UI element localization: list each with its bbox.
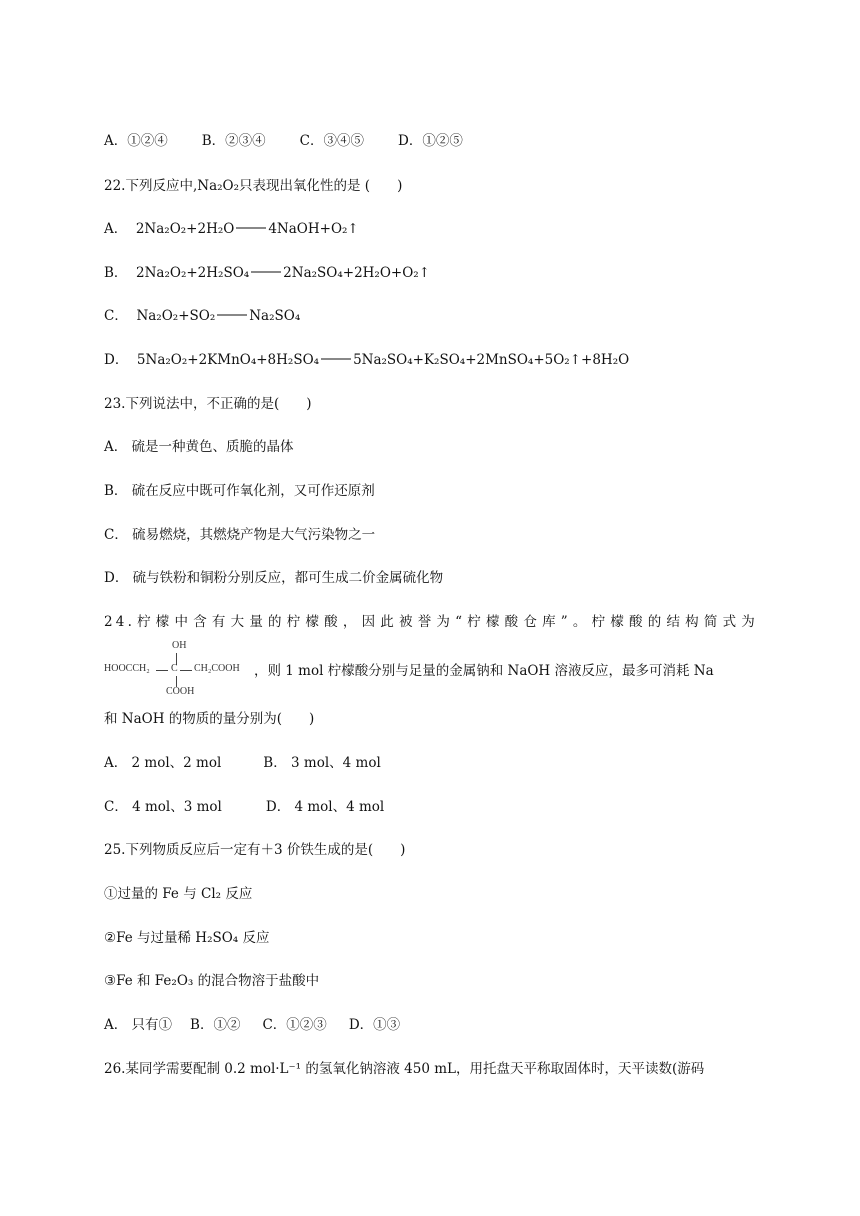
q22-stem: 22.下列反应中,Na₂O₂只表现出氧化性的是 ( ) [104, 178, 403, 194]
q22-option-d: D． 5Na₂O₂+2KMnO₄+8H₂SO₄ 5Na₂SO₄+K₂SO₄+2MnSO₄+5O₂↑+8H₂O [104, 352, 630, 368]
q24-options-row1 [104, 754, 381, 772]
q24-option-d: D． 4 mol、4 mol [265, 799, 385, 815]
structure-right-group: CH₂COOH [194, 663, 240, 674]
q23-option-b: B． 硫在反应中既可作氧化剂，又可作还原剂 [104, 483, 375, 499]
q21-option-a: A．①②④ [104, 133, 168, 149]
q24-stem-line1: 24.柠檬中含有大量的柠檬酸，因此被誉为“柠檬酸仓库”。柠檬酸的结构简式为 [104, 614, 758, 630]
q25-item-3: ③Fe 和 Fe₂O₃ 的混合物溶于盐酸中 [104, 973, 320, 989]
q25-option-b: B．①② [190, 1017, 241, 1033]
q24-options-row2 [104, 798, 384, 816]
q21-option-d: D．①②⑤ [398, 133, 463, 149]
q25-option-a: A． 只有① [104, 1017, 173, 1033]
q22-option-c: C． Na₂O₂+SO₂ Na₂SO₄ [104, 308, 301, 324]
q21-option-b: B．②③④ [201, 133, 266, 149]
q24-stem-line2: ，则 1 mol 柠檬酸分别与足量的金属钠和 NaOH 溶液反应，最多可消耗 Na [254, 663, 714, 679]
q23-stem: 23.下列说法中，不正确的是( ) [104, 396, 312, 412]
q22-option-b: B． 2Na₂O₂+2H₂SO₄ 2Na₂SO₄+2H₂O+O₂↑ [104, 265, 431, 281]
citric-acid-structure [104, 640, 254, 700]
equals-sign-icon [236, 227, 266, 229]
q23-option-c: C． 硫易燃烧，其燃烧产物是大气污染物之一 [104, 527, 376, 543]
q26-stem: 26.某同学需要配制 0.2 mol·L⁻¹ 的氢氧化钠溶液 450 mL，用托盘天平称取固体时，天平读数(游码 [104, 1061, 705, 1077]
q25-option-c: C．①②③ [262, 1017, 327, 1033]
q25-item-1: ①过量的 Fe 与 Cl₂ 反应 [104, 886, 253, 902]
structure-oh: OH [172, 640, 187, 651]
q23-option-a: A． 硫是一种黄色、质脆的晶体 [104, 439, 294, 455]
q24-option-a: A． 2 mol、2 mol [104, 755, 222, 771]
q25-item-2: ②Fe 与过量稀 H₂SO₄ 反应 [104, 930, 270, 946]
q25-options [104, 1016, 400, 1034]
q21-option-c: C．③④⑤ [299, 133, 365, 149]
equals-sign-icon [251, 271, 281, 273]
q25-stem: 25.下列物质反应后一定有＋3 价铁生成的是( ) [104, 842, 406, 858]
equals-sign-icon [321, 358, 351, 360]
q24-stem-line3: 和 NaOH 的物质的量分别为( ) [104, 711, 315, 727]
q24-option-c: C． 4 mol、3 mol [104, 799, 222, 815]
q24-option-b: B． 3 mol、4 mol [263, 755, 381, 771]
structure-cooh: COOH [166, 686, 195, 697]
q25-option-d: D．①③ [348, 1017, 401, 1033]
q21-options [104, 132, 463, 150]
q22-option-a: A． 2Na₂O₂+2H₂O 4NaOH+O₂↑ [104, 221, 359, 237]
q23-option-d: D． 硫与铁粉和铜粉分别反应，都可生成二价金属硫化物 [104, 570, 444, 586]
structure-left-group: HOOCCH₂ [104, 663, 150, 674]
structure-center-carbon: C [171, 663, 178, 674]
equals-sign-icon [217, 314, 247, 316]
